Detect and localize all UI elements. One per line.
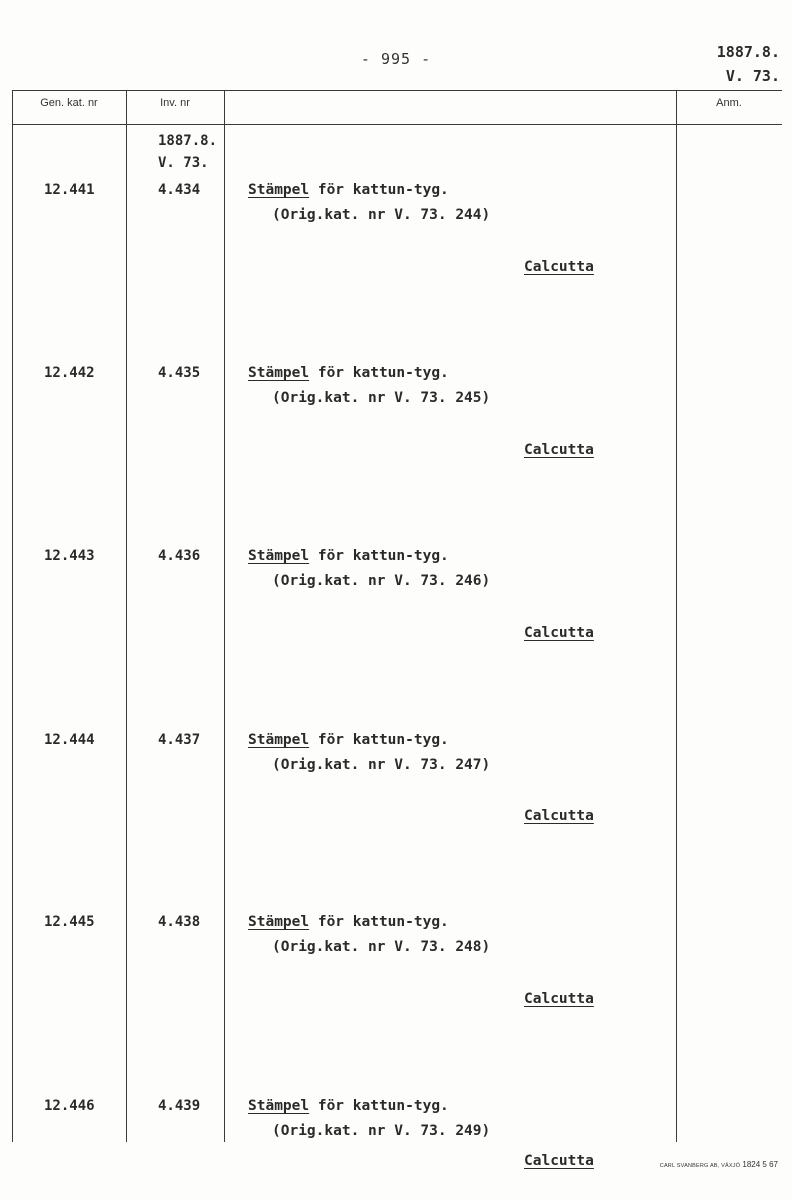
column-header-inv: Inv. nr [160, 97, 190, 109]
table-row-inv-nr: 4.434 [158, 182, 201, 198]
table-row-description: Stämpel för kattun-tyg. [248, 914, 449, 930]
table-row-gen-nr: 12.442 [44, 365, 95, 381]
table-row-orig-ref: (Orig.kat. nr V. 73. 247) [272, 757, 491, 773]
table-row-description: Stämpel för kattun-tyg. [248, 182, 449, 198]
table-row-place: Calcutta [524, 259, 594, 275]
table-row-inv-nr: 4.435 [158, 365, 201, 381]
column-header-anm: Anm. [716, 97, 742, 109]
table-row-orig-ref: (Orig.kat. nr V. 73. 246) [272, 573, 491, 589]
header-catalog-volume: V. 73. [725, 67, 780, 85]
table-row-place: Calcutta [524, 625, 594, 641]
table-row-place: Calcutta [524, 808, 594, 824]
header-catalog-ref [717, 40, 780, 88]
column-rule-2 [224, 90, 225, 1142]
table-row-gen-nr: 12.441 [44, 182, 95, 198]
table-header-rule [12, 124, 782, 125]
table-row-description: Stämpel för kattun-tyg. [248, 365, 449, 381]
table-row-inv-nr: 4.437 [158, 732, 201, 748]
table-top-rule [12, 90, 782, 91]
table-row-place: Calcutta [524, 991, 594, 1007]
table-row-orig-ref: (Orig.kat. nr V. 73. 248) [272, 939, 491, 955]
table-row-place: Calcutta [524, 1153, 594, 1169]
page-number: - 995 - [360, 50, 432, 68]
table-row-orig-ref: (Orig.kat. nr V. 73. 244) [272, 207, 491, 223]
printer-imprint [660, 1160, 778, 1169]
table-row-description: Stämpel för kattun-tyg. [248, 732, 449, 748]
table-row-gen-nr: 12.444 [44, 732, 95, 748]
table-row-place: Calcutta [524, 442, 594, 458]
table-row-inv-nr: 4.439 [158, 1098, 201, 1114]
table-row-inv-nr: 4.438 [158, 914, 201, 930]
column-rule-3 [676, 90, 677, 1142]
table-row-gen-nr: 12.443 [44, 548, 95, 564]
form-code: 1824 5 67 [742, 1160, 778, 1169]
table-row-description: Stämpel för kattun-tyg. [248, 548, 449, 564]
table-row-gen-nr: 12.446 [44, 1098, 95, 1114]
printer-name: CARL SVANBERG AB, VÄXJÖ [659, 1163, 741, 1169]
header-catalog-year: 1887.8. [716, 43, 780, 61]
table-row-description: Stämpel för kattun-tyg. [248, 1098, 449, 1114]
column-rule-1 [126, 90, 127, 1142]
inv-column-note: 1887.8. V. 73. [158, 133, 218, 171]
table-left-rule [12, 90, 13, 1142]
column-header-gen-kat: Gen. kat. nr [40, 97, 98, 109]
table-row-gen-nr: 12.445 [44, 914, 95, 930]
table-row-orig-ref: (Orig.kat. nr V. 73. 245) [272, 390, 491, 406]
table-row-inv-nr: 4.436 [158, 548, 201, 564]
table-row-orig-ref: (Orig.kat. nr V. 73. 249) [272, 1123, 491, 1139]
